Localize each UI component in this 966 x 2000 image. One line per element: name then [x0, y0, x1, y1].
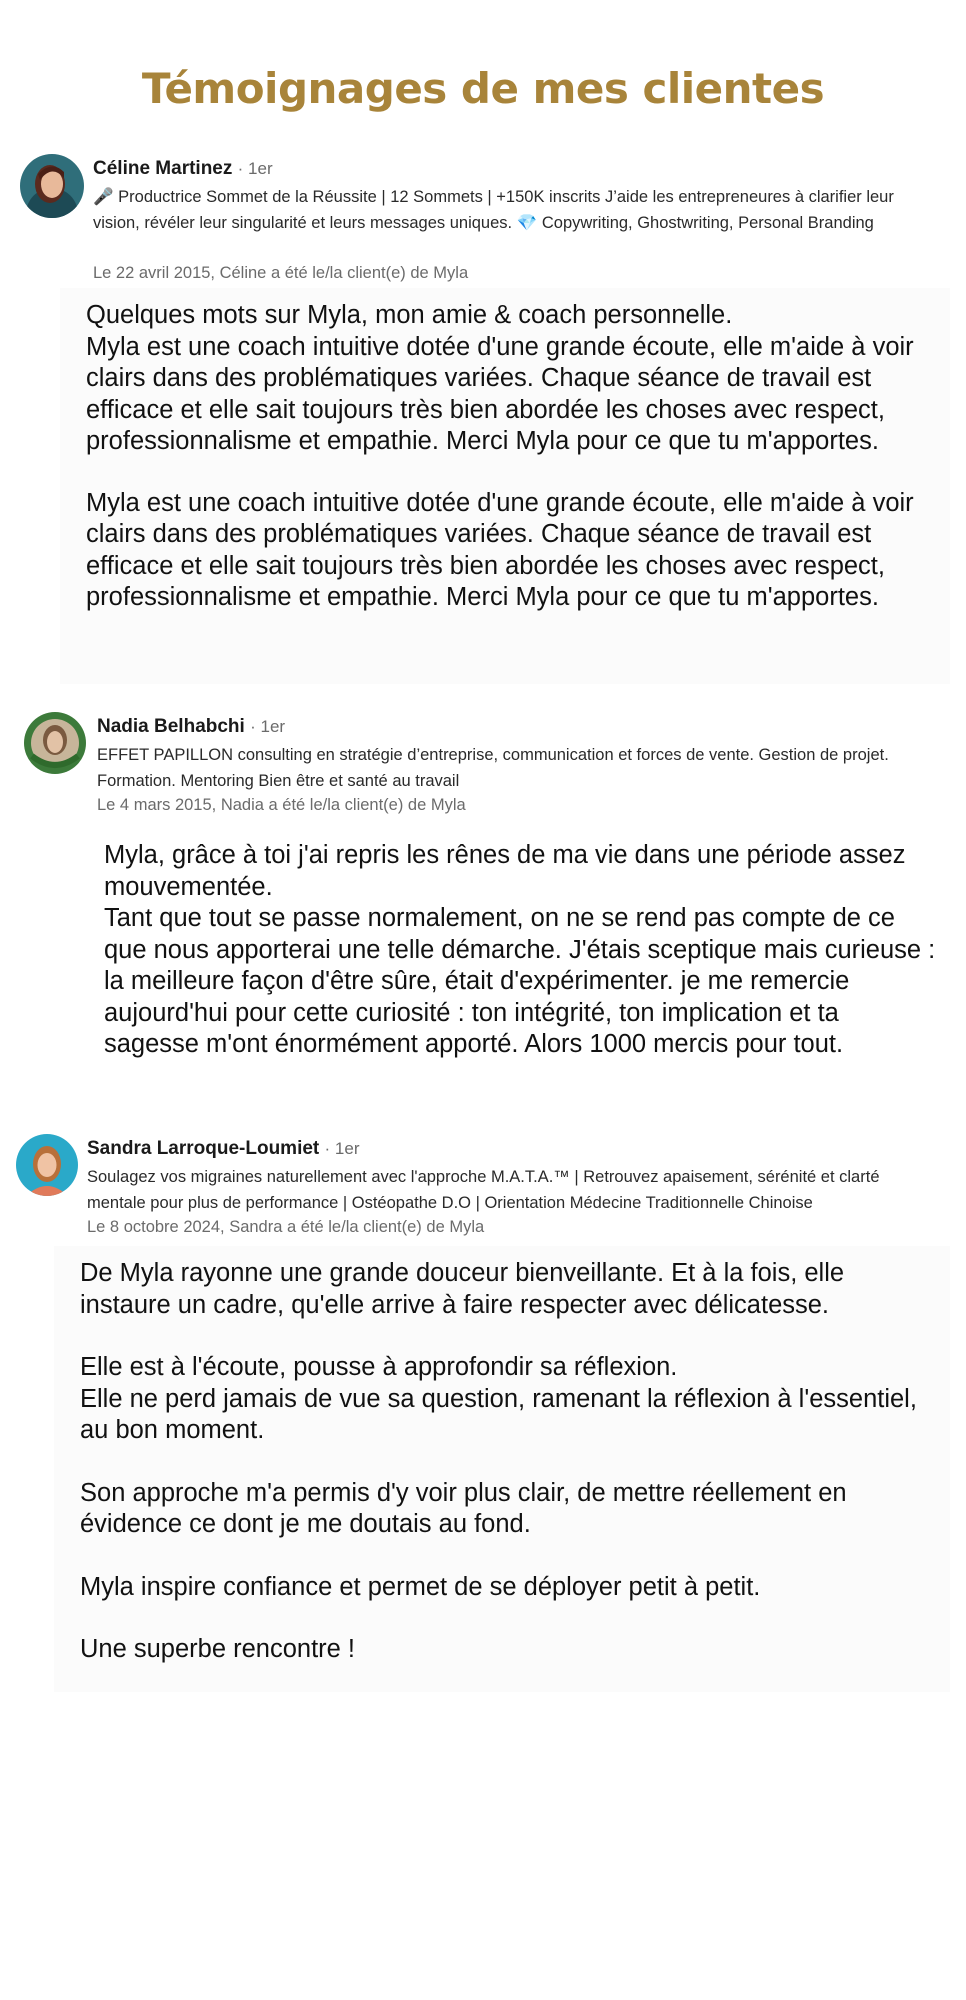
review-text [80, 828, 950, 1090]
review-paragraph: Une superbe rencontre ! [80, 1635, 355, 1663]
avatar-photo [16, 1134, 78, 1196]
connection-degree: · 1er [237, 159, 273, 178]
relationship-date: Le 4 mars 2015, Nadia a été le/la client(e) de Myla [97, 796, 466, 814]
reviewer-headline: 🎤 Productrice Sommet de la Réussite | 12 Sommets | +150K inscrits J’aide les entrepreneures à clarifier leur vision, révéler leur singularité et leurs messages uniques. 💎 Copywriting, Ghostwriting, Personal Branding [93, 188, 894, 232]
avatar[interactable] [24, 712, 86, 774]
review-paragraph: Quelques mots sur Myla, mon amie & coach personnelle. Myla est une coach intuitive dotée d'une grande écoute, elle m'aide à voir clairs dans des problématiques variées. Chaque séance de travail est efficace et elle sait toujours très bien abordée les choses avec respect, professionnalisme et empathie. Merci Myla pour ce que tu m'apportes. [86, 301, 914, 455]
reviewer-name[interactable]: Nadia Belhabchi [97, 716, 245, 737]
avatar-photo [20, 154, 84, 218]
review-paragraph: Myla inspire confiance et permet de se déployer petit à petit. [80, 1572, 761, 1601]
review-text [60, 288, 950, 684]
review-paragraph: Elle est à l'écoute, pousse à approfondir sa réflexion. Elle ne perd jamais de vue sa question, ramenant la réflexion à l'essentiel, au bon moment. [80, 1353, 917, 1444]
review-text [54, 1246, 950, 1692]
relationship-date: Le 22 avril 2015, Céline a été le/la client(e) de Myla [93, 264, 469, 282]
review-paragraph: Myla est une coach intuitive dotée d'une grande écoute, elle m'aide à voir clairs dans des problématiques variées. Chaque séance de travail est efficace et elle sait toujours très bien abordée les choses avec respect, professionnalisme et empathie. Merci Myla pour ce que tu m'apportes. [86, 488, 914, 611]
connection-degree: · 1er [250, 717, 286, 736]
reviewer-name[interactable]: Sandra Larroque-Loumiet [87, 1138, 320, 1159]
avatar[interactable] [16, 1134, 78, 1196]
microphone-icon: 🎤 [93, 188, 114, 206]
review-paragraph: De Myla rayonne une grande douceur bienveillante. Et à la fois, elle instaure un cadre, qu'elle arrive à faire respecter avec délicatesse. [80, 1259, 845, 1319]
reviewer-headline: Soulagez vos migraines naturellement avec l'approche M.A.T.A.™ | Retrouvez apaisement, sérénité et clarté mentale pour plus de performance | Ostéopathe D.O | Orientation Médecine Traditionnelle Chinoise [87, 1168, 880, 1212]
avatar[interactable] [20, 154, 84, 218]
relationship-date: Le 8 octobre 2024, Sandra a été le/la client(e) de Myla [87, 1218, 485, 1236]
review-paragraph: Myla, grâce à toi j'ai repris les rênes de ma vie dans une période assez mouvementée. Tant que tout se passe normalement, on ne se rend pas compte de ce que nous apporterai une telle démarche. J'étais sceptique mais curieuse : la meilleure façon d'être sûre, était d'expérimenter. je me remercie aujourd'hui pour cette curiosité : ton intégrité, ton implication et ta sagesse m'ont énormément apporté. Alors 1000 mercis pour tout. [104, 841, 936, 1058]
gem-icon: 💎 [516, 214, 538, 232]
page-title: Témoignages de mes clientes [141, 64, 825, 113]
review-paragraph: Son approche m'a permis d'y voir plus clair, de mettre réellement en évidence ce dont je me doutais au fond. [80, 1478, 847, 1538]
connection-degree: · 1er [324, 1139, 360, 1158]
reviewer-headline: EFFET PAPILLON consulting en stratégie d’entreprise, communication et forces de vente. Gestion de projet. Formation. Mentoring Bien être et santé au travail [97, 746, 889, 790]
avatar-photo [24, 712, 86, 774]
reviewer-name[interactable]: Céline Martinez [93, 158, 233, 179]
